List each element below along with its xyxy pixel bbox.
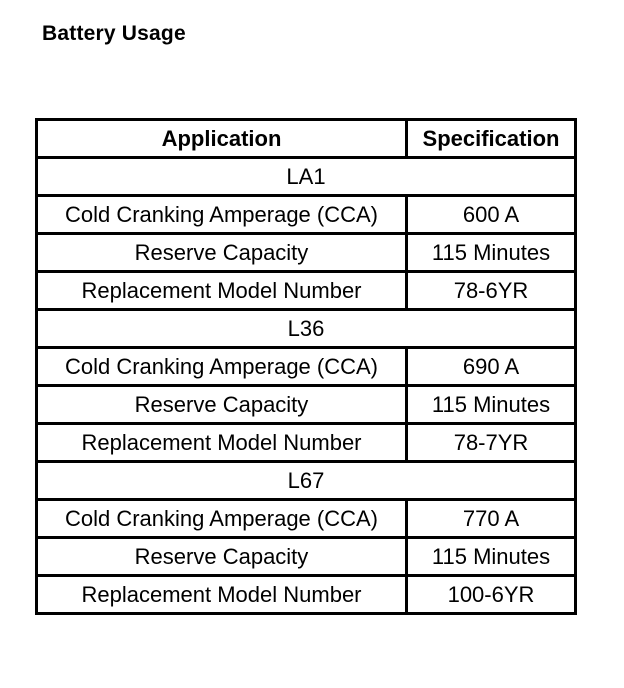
specification-cell: 78-7YR: [407, 424, 576, 462]
header-specification: Specification: [407, 120, 576, 158]
specification-cell: 600 A: [407, 196, 576, 234]
table-row: [37, 538, 576, 576]
table-header-row: [37, 120, 576, 158]
application-cell: Reserve Capacity: [37, 538, 407, 576]
specification-cell: 100-6YR: [407, 576, 576, 614]
application-cell: Cold Cranking Amperage (CCA): [37, 348, 407, 386]
group-row-l67: [37, 462, 576, 500]
application-cell: Replacement Model Number: [37, 272, 407, 310]
application-cell: Reserve Capacity: [37, 234, 407, 272]
application-cell: Cold Cranking Amperage (CCA): [37, 196, 407, 234]
table-row: [37, 348, 576, 386]
specification-cell: 690 A: [407, 348, 576, 386]
table-row: [37, 196, 576, 234]
group-row-l36: [37, 310, 576, 348]
specification-cell: 115 Minutes: [407, 386, 576, 424]
specification-cell: 770 A: [407, 500, 576, 538]
table-row: [37, 500, 576, 538]
specification-cell: 78-6YR: [407, 272, 576, 310]
application-cell: Cold Cranking Amperage (CCA): [37, 500, 407, 538]
table-row: [37, 424, 576, 462]
group-name: LA1: [37, 158, 576, 196]
application-cell: Replacement Model Number: [37, 576, 407, 614]
table-row: [37, 386, 576, 424]
specification-cell: 115 Minutes: [407, 538, 576, 576]
header-application: Application: [37, 120, 407, 158]
table-row: [37, 576, 576, 614]
group-row-la1: [37, 158, 576, 196]
specification-cell: 115 Minutes: [407, 234, 576, 272]
group-name: L67: [37, 462, 576, 500]
group-name: L36: [37, 310, 576, 348]
page-title: Battery Usage: [42, 22, 186, 45]
battery-usage-table: [35, 118, 577, 615]
application-cell: Replacement Model Number: [37, 424, 407, 462]
table-row: [37, 234, 576, 272]
table-row: [37, 272, 576, 310]
application-cell: Reserve Capacity: [37, 386, 407, 424]
